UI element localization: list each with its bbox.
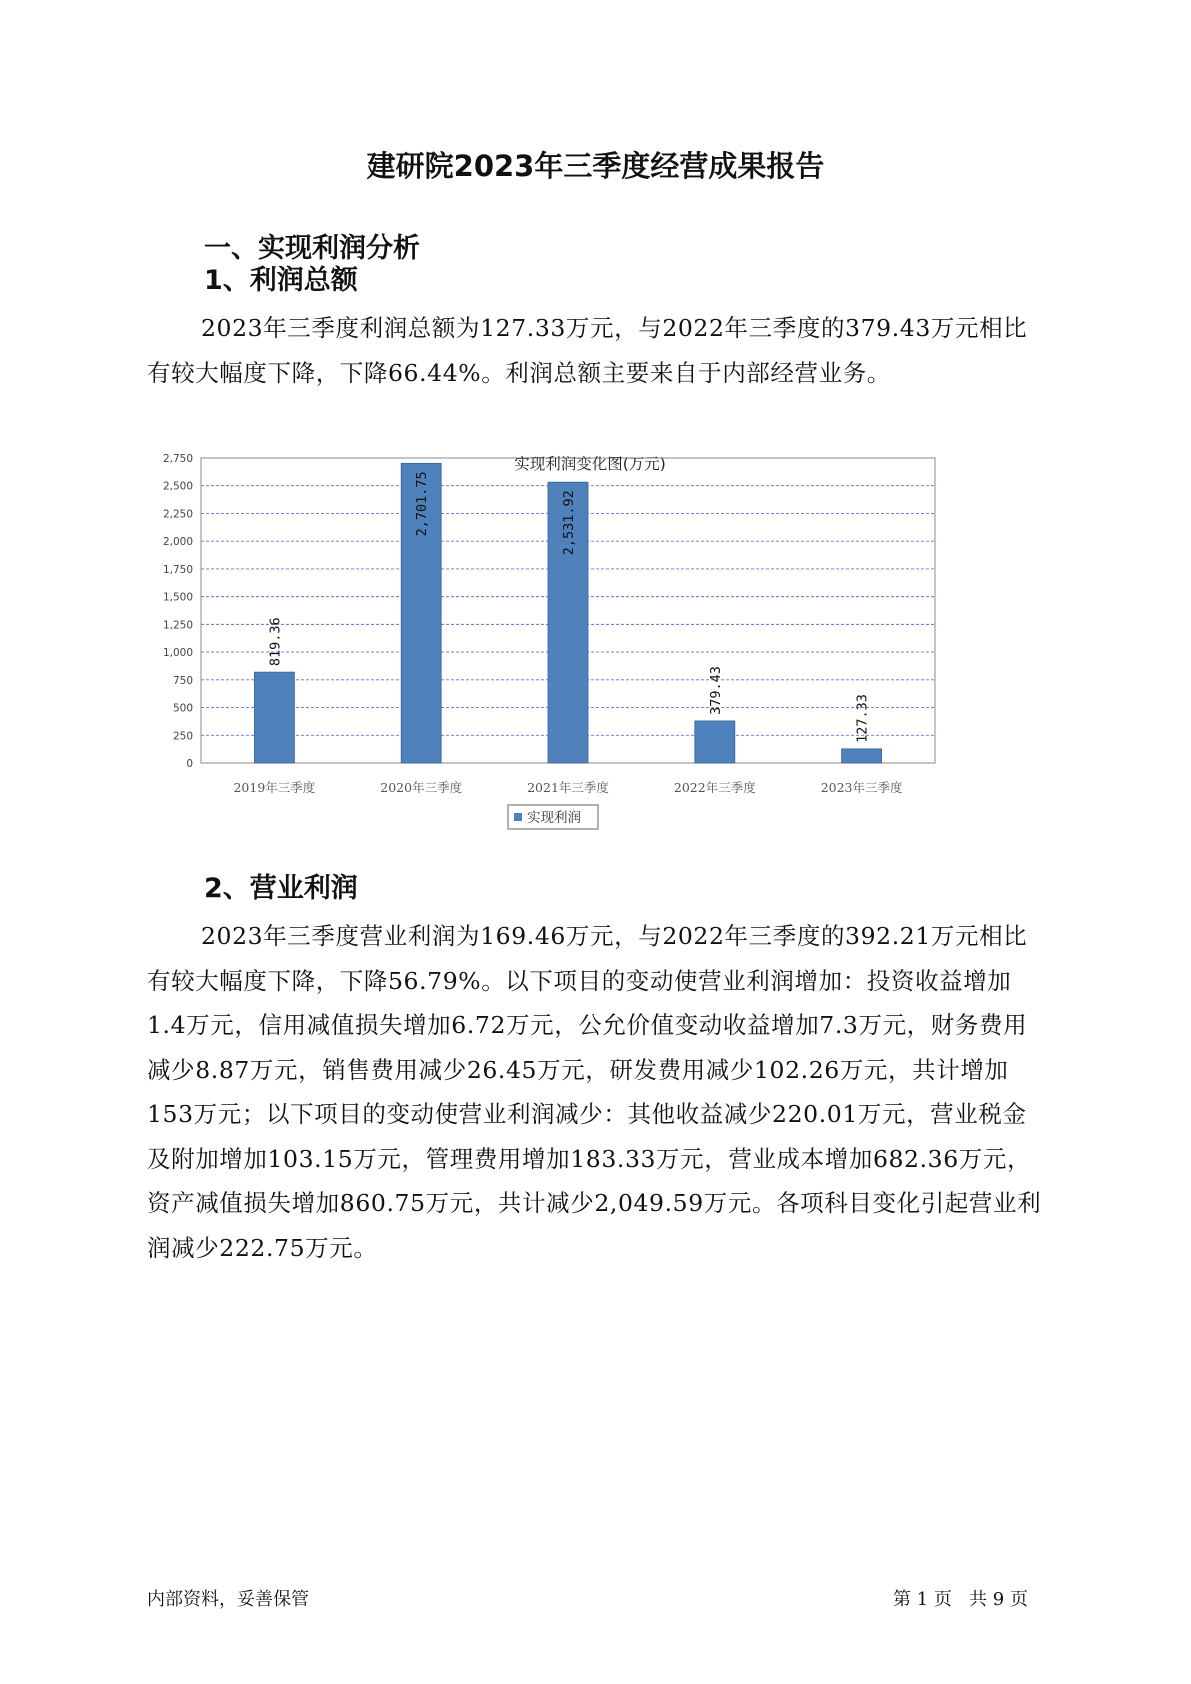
bar-data-label: 127.33 bbox=[854, 694, 871, 743]
profit-bar-chart-svg bbox=[150, 440, 1030, 900]
x-category-label: 2019年三季度 bbox=[233, 780, 316, 795]
y-tick-label: 1,250 bbox=[162, 619, 193, 632]
subheading-total-profit: 1、利润总额 bbox=[204, 265, 358, 296]
legend-swatch bbox=[514, 813, 522, 821]
paragraph-operating-profit: 2023年三季度营业利润为169.46万元，与2022年三季度的392.21万元相比有较大幅度下降，下降56.79%。以下项目的变动使营业利润增加：投资收益增加1.4万元，信用减值损失增加6.72万元，公允价值变动收益增加7.3万元，财务费用减少8.87万元，销售费用减少26.45万元，研发费用减少102.26万元，共计增加153万元；以下项目的变动使营业利润减少：其他收益减少220.01万元，营业税金及附加增加103.15万元，管理费用增加183.33万元，营业成本增加682.36万元，资产减值损失增加860.75万元，共计减少2,049.59万元。各项科目变化引起营业利润减少222.75万元。 bbox=[147, 922, 1042, 1262]
bar-data-label: 2,531.92 bbox=[561, 490, 577, 556]
y-tick-label: 1,000 bbox=[162, 647, 193, 660]
x-category-label: 2022年三季度 bbox=[673, 780, 756, 795]
y-tick-label: 2,000 bbox=[162, 536, 193, 549]
y-tick-label: 0 bbox=[186, 758, 193, 770]
profit-chart bbox=[150, 440, 1030, 900]
y-tick-label: 2,500 bbox=[162, 480, 193, 493]
footer-page-number: 第 1 页 共 9 页 bbox=[893, 1589, 1028, 1610]
bar-data-label: 819.36 bbox=[267, 617, 284, 667]
bar-data-label: 2,701.75 bbox=[414, 471, 431, 537]
subheading-operating-profit: 2、营业利润 bbox=[204, 873, 358, 904]
bar bbox=[254, 672, 294, 763]
section-heading-profit-analysis: 一、实现利润分析 bbox=[204, 233, 420, 264]
paragraph-total-profit: 2023年三季度利润总额为127.33万元，与2022年三季度的379.43万元相比有较大幅度下降，下降66.44%。利润总额主要来自于内部经营业务。 bbox=[147, 314, 1028, 387]
bar bbox=[842, 749, 882, 763]
y-tick-label: 1,500 bbox=[162, 591, 193, 604]
y-tick-label: 250 bbox=[172, 730, 193, 743]
legend-label: 实现利润 bbox=[527, 810, 581, 826]
y-tick-label: 1,750 bbox=[162, 563, 193, 576]
chart-title: 实现利润变化图(万元) bbox=[514, 455, 666, 473]
x-category-label: 2021年三季度 bbox=[527, 780, 609, 795]
document-title: 建研院2023年三季度经营成果报告 bbox=[366, 149, 825, 183]
x-category-label: 2023年三季度 bbox=[820, 780, 903, 795]
y-tick-label: 2,750 bbox=[162, 453, 193, 465]
x-category-label: 2020年三季度 bbox=[380, 780, 463, 795]
bar-data-label: 379.43 bbox=[707, 666, 724, 715]
y-tick-label: 750 bbox=[172, 674, 193, 687]
y-tick-label: 500 bbox=[172, 702, 193, 715]
footer-confidential-note: 内部资料，妥善保管 bbox=[147, 1589, 309, 1610]
y-tick-label: 2,250 bbox=[162, 508, 193, 521]
bar bbox=[695, 721, 735, 763]
